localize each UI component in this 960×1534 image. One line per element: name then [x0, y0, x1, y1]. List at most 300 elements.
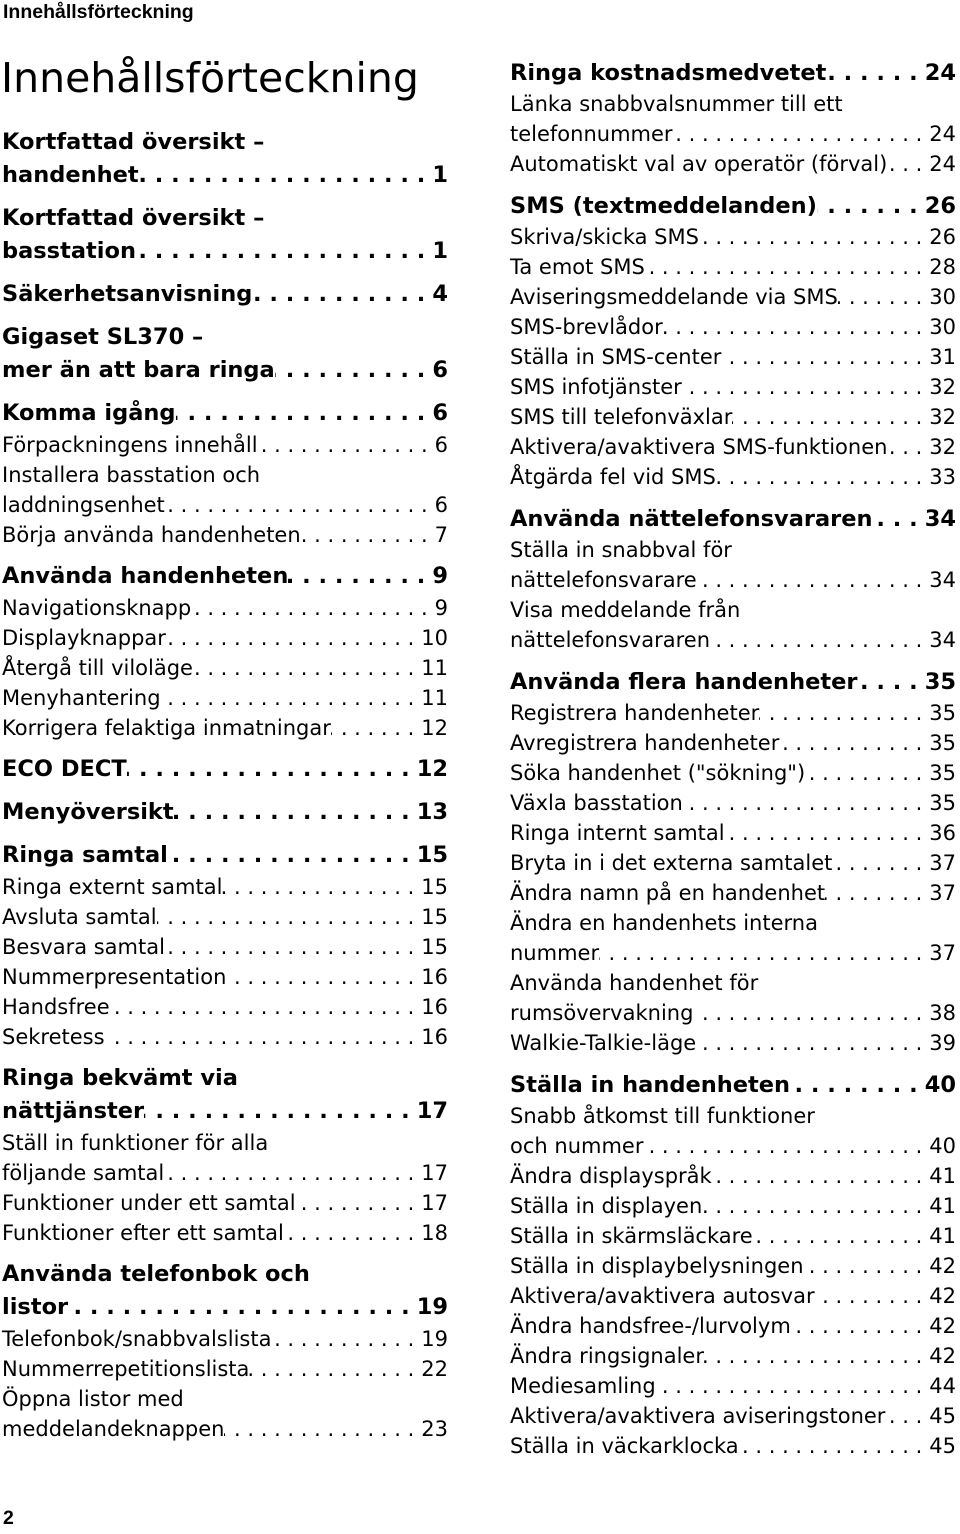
toc-page-number: 9: [434, 596, 448, 620]
toc-page-number: 42: [929, 1254, 956, 1278]
toc-entry: [2, 962, 448, 992]
dot-leader: [68, 1291, 417, 1324]
dot-leader: [288, 560, 432, 593]
dot-leader: [779, 728, 929, 758]
toc-entry: [2, 1218, 448, 1248]
toc-page-number: 39: [929, 1031, 956, 1055]
toc-entry: [2, 623, 448, 653]
toc-page-number: 24: [929, 152, 956, 176]
dot-leader: [144, 1095, 417, 1128]
toc-entry: [2, 932, 448, 962]
toc-entry-title: Mediesamling: [510, 1374, 656, 1398]
toc-entry-title: handenhet: [2, 162, 139, 188]
toc-entry: [510, 1101, 956, 1161]
toc-page-number: 38: [929, 1001, 956, 1025]
toc-entry-row: [510, 119, 956, 149]
toc-entry-title: Nummerrepetitionslista: [2, 1357, 250, 1381]
toc-page-number: 34: [929, 568, 956, 592]
dot-leader: [885, 1401, 929, 1431]
toc-section: [2, 278, 448, 311]
toc-entry-row: [510, 372, 956, 402]
running-header: Innehållsförteckning: [3, 1, 194, 23]
toc-entry-title: Komma igång: [2, 400, 176, 426]
dot-leader: [838, 282, 929, 312]
toc-entry-title: Aviseringsmeddelande via SMS: [510, 285, 838, 309]
toc-section-heading: [2, 1258, 448, 1324]
toc-entry-title: Använda handenheten: [2, 563, 289, 589]
toc-section: [2, 560, 448, 743]
dot-leader: [174, 796, 417, 829]
toc-entry-row: [510, 190, 956, 222]
toc-entry-row: [510, 666, 956, 698]
toc-section-heading: [2, 202, 448, 268]
toc-entry: [510, 758, 956, 788]
toc-entry-title-line: Kortfattad översikt –: [2, 205, 265, 231]
toc-page-number: 11: [421, 656, 448, 680]
toc-entry-title: nummer: [510, 941, 600, 965]
toc-page-number: 42: [929, 1314, 956, 1338]
toc-entry-title: SMS-brevlådor: [510, 315, 663, 339]
toc-section-heading: [510, 503, 956, 535]
toc-entry-title: Walkie-Talkie-läge: [510, 1031, 697, 1055]
toc-page-number: 35: [929, 791, 956, 815]
toc-entry-title: SMS till telefonväxlar: [510, 405, 733, 429]
toc-entry-row: [510, 998, 956, 1028]
dot-leader: [804, 1251, 930, 1281]
dot-leader: [258, 430, 435, 460]
toc-page-number: 40: [929, 1134, 956, 1158]
dot-leader: [887, 149, 929, 179]
toc-entry-title: Ringa externt samtal: [2, 875, 223, 899]
toc-right-column: [510, 57, 956, 1461]
toc-entry-row: [510, 758, 956, 788]
toc-entry-row: [510, 878, 956, 908]
toc-section: [2, 321, 448, 387]
toc-entry-row: [2, 1095, 448, 1128]
dot-leader: [161, 683, 422, 713]
toc-entry-row: [510, 432, 956, 462]
toc-entry-title: Ställa in skärmsläckare: [510, 1224, 753, 1248]
toc-entry-title: Menyhantering: [2, 686, 161, 710]
toc-entry-row: [2, 354, 448, 387]
toc-page-number: 22: [421, 1357, 448, 1381]
page-number: 2: [3, 1507, 14, 1529]
dot-leader: [683, 788, 929, 818]
toc-section-heading: [2, 397, 448, 430]
toc-page-number: 45: [929, 1434, 956, 1458]
toc-page-number: 7: [434, 523, 448, 547]
dot-leader: [696, 1028, 929, 1058]
toc-section-heading: [510, 190, 956, 222]
toc-entry-row: [2, 713, 448, 743]
toc-page-number: 17: [416, 1098, 448, 1124]
toc-entry-title: och nummer: [510, 1134, 644, 1158]
toc-entry-row: [510, 728, 956, 758]
toc-entry-title: nättelefonsvarare: [510, 568, 697, 592]
toc-entry-row: [2, 593, 448, 623]
toc-page-number: 42: [929, 1344, 956, 1368]
toc-entry-row: [2, 932, 448, 962]
toc-entry-title-line: Kortfattad översikt –: [2, 129, 265, 155]
toc-entry-row: [2, 1218, 448, 1248]
toc-entry-title: Använda flera handenheter: [510, 669, 858, 695]
toc-entry-title: Börja använda handenheten: [2, 523, 301, 547]
toc-page-number: 10: [421, 626, 448, 650]
dot-leader: [693, 998, 929, 1028]
dot-leader: [832, 848, 929, 878]
toc-entry: [510, 1431, 956, 1461]
dot-leader: [710, 625, 929, 655]
toc-page-number: 23: [421, 1417, 448, 1441]
toc-entry-row: [510, 698, 956, 728]
toc-entry-title-line: Använda handenhet för: [510, 971, 759, 995]
toc-entry-title: Ta emot SMS: [510, 255, 645, 279]
toc-entry-row: [510, 252, 956, 282]
dot-leader: [759, 698, 929, 728]
toc-entry-title: Bryta in i det externa samtalet: [510, 851, 833, 875]
dot-leader: [753, 1221, 930, 1251]
toc-page-number: 26: [929, 225, 956, 249]
toc-entry-row: [2, 683, 448, 713]
toc-section-heading: [2, 560, 448, 593]
toc-entry-row: [510, 818, 956, 848]
toc-entry-title: Telefonbok/snabbvalslista: [2, 1327, 272, 1351]
toc-entry-row: [510, 1131, 956, 1161]
toc-entry: [2, 593, 448, 623]
toc-entry: [510, 968, 956, 1028]
toc-entry-title: följande samtal: [2, 1161, 165, 1185]
toc-entry-title-line: Ringa bekvämt via: [2, 1065, 238, 1091]
toc-entry-title: Återgå till viloläge: [2, 656, 193, 680]
toc-page-number: 26: [924, 193, 956, 219]
dot-leader: [643, 1131, 929, 1161]
toc-entry: [510, 342, 956, 372]
toc-entry-row: [510, 1311, 956, 1341]
toc-section-heading: [510, 57, 956, 89]
toc-entry-row: [510, 1371, 956, 1401]
dot-leader: [702, 1191, 929, 1221]
toc-entry-row: [2, 520, 448, 550]
toc-page-number: 15: [416, 842, 448, 868]
toc-entry-title: rumsövervakning: [510, 1001, 694, 1025]
dot-leader: [105, 1022, 422, 1052]
toc-entry-title-line: Gigaset SL370 –: [2, 324, 204, 350]
toc-entry: [510, 818, 956, 848]
dot-leader: [176, 397, 433, 430]
dot-leader: [873, 503, 925, 535]
toc-entry-row: [510, 1028, 956, 1058]
toc-page-number: 16: [421, 1025, 448, 1049]
toc-entry: [510, 908, 956, 968]
toc-section-heading: [510, 666, 956, 698]
toc-entry-title: Avsluta samtal: [2, 905, 157, 929]
toc-entry-title: Söka handenhet ("sökning"): [510, 761, 806, 785]
toc-page-number: 35: [924, 669, 956, 695]
toc-section-heading: [2, 321, 448, 387]
toc-section: [510, 190, 956, 492]
dot-leader: [725, 818, 930, 848]
toc-entry-title-line: Visa meddelande från: [510, 598, 741, 622]
toc-section: [2, 126, 448, 192]
toc-entry: [510, 222, 956, 252]
toc-entry-title-line: Ändra en handenhets interna: [510, 911, 818, 935]
dot-leader: [139, 159, 433, 192]
dot-leader: [815, 1281, 930, 1311]
toc-section: [2, 1258, 448, 1444]
toc-entry-row: [510, 57, 956, 89]
toc-page-number: 24: [924, 60, 956, 86]
toc-entry-title: Ställa in displaybelysningen: [510, 1254, 804, 1278]
toc-page-number: 42: [929, 1284, 956, 1308]
toc-entry: [510, 878, 956, 908]
toc-entry-title: Funktioner efter ett samtal: [2, 1221, 284, 1245]
dot-leader: [656, 1371, 930, 1401]
toc-page-number: 35: [929, 731, 956, 755]
dot-leader: [166, 623, 421, 653]
toc-entry: [2, 1128, 448, 1188]
toc-entry-row: [2, 1158, 448, 1188]
toc-page-number: 19: [421, 1327, 448, 1351]
toc-section-heading: [2, 278, 448, 311]
toc-page-number: 16: [421, 965, 448, 989]
toc-page-number: 19: [416, 1294, 448, 1320]
toc-entry-row: [510, 149, 956, 179]
toc-entry: [510, 1371, 956, 1401]
toc-entry-title: ECO DECT: [2, 756, 127, 782]
toc-entry: [510, 432, 956, 462]
toc-entry-row: [2, 235, 448, 268]
toc-page-number: 32: [929, 375, 956, 399]
toc-entry-title: Automatiskt val av operatör (förval): [510, 152, 888, 176]
toc-entry-title-line: Snabb åtkomst till funktioner: [510, 1104, 815, 1128]
toc-entry-row: [2, 962, 448, 992]
toc-entry-title: Ringa kostnadsmedvetet: [510, 60, 827, 86]
toc-entry-row: [2, 278, 448, 311]
toc-entry-title: Navigationsknapp: [2, 596, 192, 620]
toc-entry-title: Ställa in displayen: [510, 1194, 703, 1218]
dot-leader: [716, 462, 929, 492]
toc-entry: [510, 595, 956, 655]
dot-leader: [136, 235, 432, 268]
toc-entry-row: [2, 1324, 448, 1354]
toc-entry-title: basstation: [2, 238, 136, 264]
toc-page-number: 16: [421, 995, 448, 1019]
dot-leader: [110, 992, 422, 1022]
toc-entry-title: telefonnummer: [510, 122, 673, 146]
toc-left-column: [2, 126, 448, 1444]
toc-page-number: 6: [434, 493, 448, 517]
toc-page-number: 35: [929, 701, 956, 725]
toc-page-number: 41: [929, 1164, 956, 1188]
toc-entry-title: Besvara samtal: [2, 935, 165, 959]
toc-entry: [2, 1022, 448, 1052]
dot-leader: [191, 593, 434, 623]
dot-leader: [645, 252, 929, 282]
toc-page-number: 15: [421, 905, 448, 929]
toc-page-number: 30: [929, 285, 956, 309]
toc-page-number: 12: [416, 756, 448, 782]
dot-leader: [826, 57, 924, 89]
toc-entry: [510, 1281, 956, 1311]
toc-entry: [2, 460, 448, 520]
toc-section: [2, 839, 448, 1052]
toc-section: [510, 1069, 956, 1461]
toc-entry-title: Menyöversikt: [2, 799, 174, 825]
toc-entry: [510, 89, 956, 149]
toc-entry: [510, 282, 956, 312]
dot-leader: [275, 354, 433, 387]
toc-page-number: 45: [929, 1404, 956, 1428]
toc-entry: [510, 1221, 956, 1251]
toc-entry-row: [510, 1161, 956, 1191]
toc-entry-title-line: Installera basstation och: [2, 463, 261, 487]
toc-page-number: 32: [929, 435, 956, 459]
toc-page-number: 28: [929, 255, 956, 279]
toc-entry-row: [510, 1221, 956, 1251]
toc-entry-title: Säkerhetsanvisning: [2, 281, 253, 307]
toc-entry-title: Aktivera/avaktivera aviseringstoner: [510, 1404, 886, 1428]
toc-entry-title: Funktioner under ett samtal: [2, 1191, 296, 1215]
dot-leader: [165, 490, 435, 520]
dot-leader: [682, 372, 929, 402]
toc-entry: [2, 1324, 448, 1354]
toc-entry-row: [2, 1291, 448, 1324]
toc-page-number: 41: [929, 1224, 956, 1248]
toc-entry-title: Registrera handenheter: [510, 701, 760, 725]
toc-page-number: 24: [929, 122, 956, 146]
toc-entry-row: [510, 1191, 956, 1221]
toc-entry: [510, 252, 956, 282]
toc-entry-title: Ändra handsfree-/lurvolym: [510, 1314, 791, 1338]
toc-entry-title: Displayknappar: [2, 626, 166, 650]
toc-section: [2, 202, 448, 268]
toc-entry-row: [2, 653, 448, 683]
dot-leader: [825, 878, 929, 908]
toc-page-number: 6: [432, 357, 448, 383]
toc-entry-title: Ändra ringsignaler: [510, 1344, 704, 1368]
toc-entry-title: nättjänster: [2, 1098, 145, 1124]
toc-entry: [510, 1401, 956, 1431]
toc-entry-title: SMS infotjänster: [510, 375, 682, 399]
toc-entry: [510, 402, 956, 432]
toc-entry-title: Ställa in väckarklocka: [510, 1434, 739, 1458]
toc-entry-row: [2, 1354, 448, 1384]
toc-entry-title: Handsfree: [2, 995, 110, 1019]
toc-entry-title: Ändra namn på en handenhet: [510, 881, 826, 905]
page-title: Innehållsförteckning: [1, 54, 419, 102]
toc-page-number: 6: [434, 433, 448, 457]
dot-leader: [222, 872, 421, 902]
toc-page-number: 41: [929, 1194, 956, 1218]
toc-page-number: 36: [929, 821, 956, 845]
dot-leader: [739, 1431, 930, 1461]
toc-page-number: 4: [432, 281, 448, 307]
dot-leader: [226, 962, 421, 992]
toc-page-number: 35: [929, 761, 956, 785]
toc-entry: [510, 848, 956, 878]
toc-entry-title: Skriva/skicka SMS: [510, 225, 699, 249]
toc-entry-title: Ringa samtal: [2, 842, 168, 868]
dot-leader: [699, 222, 929, 252]
toc-section-heading: [2, 1062, 448, 1128]
toc-entry-row: [510, 402, 956, 432]
toc-section: [2, 753, 448, 786]
toc-entry-row: [510, 938, 956, 968]
toc-entry-row: [510, 342, 956, 372]
toc-entry: [2, 653, 448, 683]
toc-entry-row: [2, 992, 448, 1022]
toc-section-heading: [2, 796, 448, 829]
toc-entry-row: [510, 462, 956, 492]
dot-leader: [887, 432, 929, 462]
toc-entry-title-line: Ställ in funktioner för alla: [2, 1131, 269, 1155]
toc-page-number: 30: [929, 315, 956, 339]
toc-entry-title: listor: [2, 1294, 69, 1320]
toc-entry: [510, 1161, 956, 1191]
toc-entry-title: Korrigera felaktiga inmatningar: [2, 716, 331, 740]
toc-entry-row: [510, 1401, 956, 1431]
toc-entry-title-line: Använda telefonbok och: [2, 1261, 310, 1287]
toc-page-number: 1: [432, 238, 448, 264]
toc-entry-title: Sekretess: [2, 1025, 105, 1049]
toc-entry-row: [2, 1188, 448, 1218]
toc-entry-title: laddningsenhet: [2, 493, 165, 517]
toc-entry-row: [2, 1414, 448, 1444]
dot-leader: [165, 932, 421, 962]
toc-entry-title: Nummerpresentation: [2, 965, 227, 989]
toc-entry-title: meddelandeknappen: [2, 1417, 225, 1441]
toc-entry-row: [510, 1281, 956, 1311]
toc-entry-row: [2, 1022, 448, 1052]
toc-entry: [2, 1188, 448, 1218]
toc-entry: [510, 1191, 956, 1221]
toc-entry-row: [2, 753, 448, 786]
toc-page-number: 15: [421, 935, 448, 959]
toc-entry-title: Ringa internt samtal: [510, 821, 725, 845]
toc-entry-row: [510, 848, 956, 878]
toc-page-number: 44: [929, 1374, 956, 1398]
toc-entry-title: Aktivera/avaktivera autosvar: [510, 1284, 815, 1308]
toc-entry-title: Förpackningens innehåll: [2, 433, 258, 457]
toc-section-heading: [2, 753, 448, 786]
dot-leader: [663, 312, 930, 342]
dot-leader: [805, 758, 929, 788]
dot-leader: [712, 1161, 930, 1191]
toc-entry-row: [510, 1341, 956, 1371]
dot-leader: [284, 1218, 421, 1248]
toc-section-heading: [2, 839, 448, 872]
toc-entry: [510, 1028, 956, 1058]
toc-page-number: 34: [924, 506, 956, 532]
toc-section: [2, 796, 448, 829]
toc-page-number: 15: [421, 875, 448, 899]
dot-leader: [721, 342, 929, 372]
toc-entry: [2, 1354, 448, 1384]
toc-section-heading: [510, 1069, 956, 1101]
toc-page-number: 18: [421, 1221, 448, 1245]
toc-entry-row: [2, 839, 448, 872]
toc-entry: [2, 1384, 448, 1444]
toc-section-heading: [2, 126, 448, 192]
toc-entry: [2, 992, 448, 1022]
toc-page-number: 17: [421, 1161, 448, 1185]
toc-entry-title: mer än att bara ringa: [2, 357, 275, 383]
toc-page-number: 12: [421, 716, 448, 740]
dot-leader: [791, 1311, 929, 1341]
dot-leader: [168, 839, 417, 872]
dot-leader: [296, 1188, 422, 1218]
dot-leader: [704, 1341, 929, 1371]
